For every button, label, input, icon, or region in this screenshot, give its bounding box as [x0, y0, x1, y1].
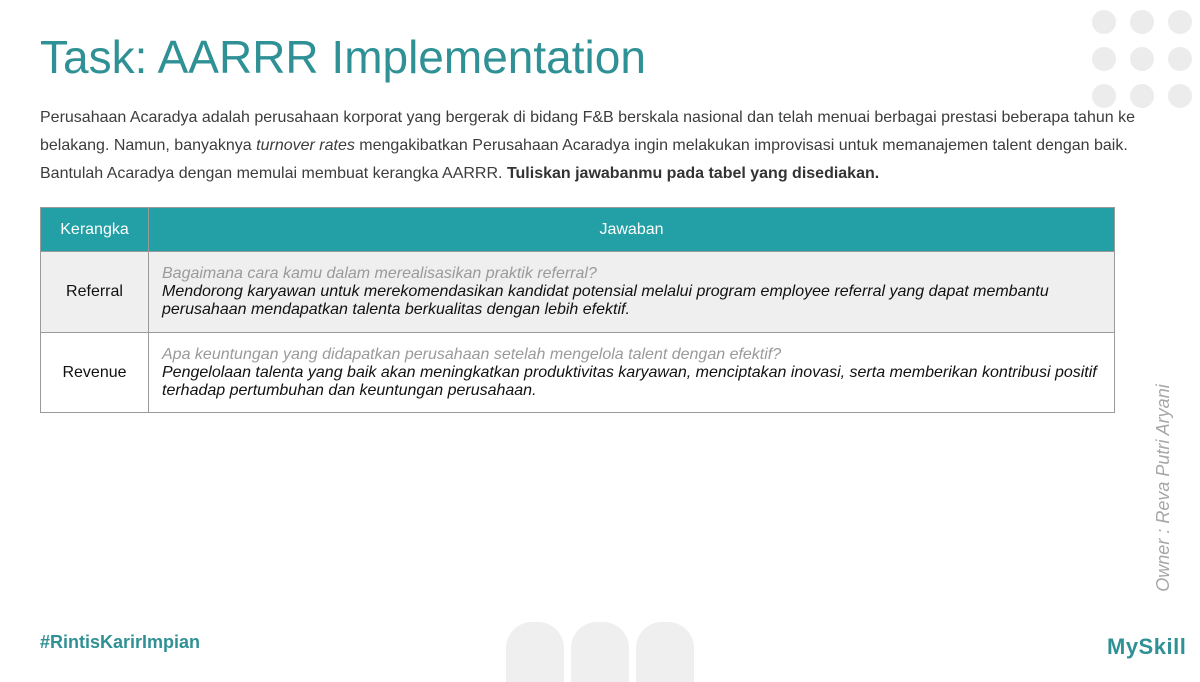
answer-text: Pengelolaan talenta yang baik akan meningkatkan produktivitas karyawan, menciptakan inovasi, serta memberikan kontribusi positif terhadap pertumbuhan dan keuntungan perusahaan. — [162, 363, 1097, 399]
question-text: Bagaimana cara kamu dalam merealisasikan praktik referral? — [162, 265, 597, 282]
table-row — [41, 252, 1115, 333]
owner-credit: Owner : Reva Putri Aryani — [1153, 384, 1173, 592]
decorative-arch — [571, 622, 629, 682]
intro-text-2: mengakibatkan Perusahaan Acaradya ingin melakukan improvisasi untuk memanajemen talent dengan baik. Bantulah Acaradya dengan memulai membuat kerangka AARRR. — [40, 137, 1128, 182]
intro-italic-text: turnover rates — [256, 137, 355, 154]
row-label-referral: Referral — [41, 252, 149, 333]
answer-cell-referral — [149, 252, 1115, 333]
decorative-dot — [1092, 47, 1116, 71]
decorative-arch — [636, 622, 694, 682]
decorative-dot — [1130, 47, 1154, 71]
decorative-dot — [1168, 84, 1192, 108]
table-row — [41, 333, 1115, 413]
row-label-revenue: Revenue — [41, 333, 149, 413]
decorative-dot — [1092, 84, 1116, 108]
decorative-dot — [1168, 10, 1192, 34]
intro-paragraph — [40, 104, 1170, 188]
decorative-arch — [506, 622, 564, 682]
page-title: Task: AARRR Implementation — [40, 31, 646, 83]
question-text: Apa keuntungan yang didapatkan perusahaan setelah mengelola talent dengan efektif? — [162, 345, 782, 363]
intro-instruction: Tuliskan jawabanmu pada tabel yang disediakan. — [506, 165, 880, 182]
header-kerangka: Kerangka — [41, 208, 149, 252]
answer-text: Mendorong karyawan untuk merekomendasikan kandidat potensial melalui program employee referral yang dapat membantu perusahaan mendapatkan talenta berkualitas dengan lebih efektif. — [162, 283, 1049, 318]
decorative-dot — [1092, 10, 1116, 34]
brand-logo: MySkill — [1107, 634, 1187, 659]
answer-cell-revenue — [149, 333, 1115, 413]
table-header-row — [41, 208, 1115, 252]
header-jawaban: Jawaban — [149, 208, 1115, 252]
decorative-dot — [1130, 10, 1154, 34]
aarrr-table — [40, 207, 1115, 413]
intro-text-1: Perusahaan Acaradya adalah perusahaan korporat yang bergerak di bidang F&B berskala nasional dan telah menuai berbagai prestasi beberapa tahun ke belakang. Namun, banyaknya — [40, 109, 1135, 154]
hashtag: #RintisKarirImpian — [40, 632, 201, 652]
decorative-dot — [1130, 84, 1154, 108]
decorative-dot — [1168, 47, 1192, 71]
